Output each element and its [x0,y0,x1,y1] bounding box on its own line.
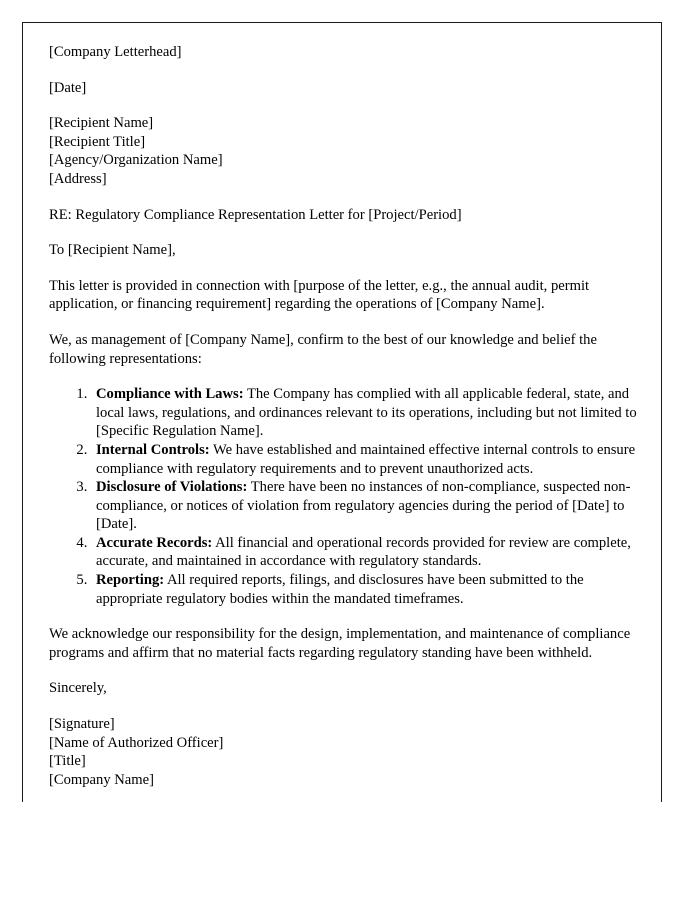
representation-text: We have established and maintained effective internal controls to ensure compliance with regulatory requirements and to prevent unauthorized acts. [96,441,636,477]
company-letterhead: [Company Letterhead] [49,44,182,60]
closing-paragraph: We acknowledge our responsibility for the design, implementation, and maintenance of compliance programs and affirm that no material facts regarding regulatory standing have been withheld. [49,626,631,661]
lead-in-paragraph: We, as management of [Company Name], confirm to the best of our knowledge and belief the following representations: [49,331,597,367]
representation-item [91,385,647,441]
representation-label: Compliance with Laws: [96,386,244,403]
representation-label: Accurate Records: [96,534,213,551]
salutation: To [Recipient Name], [49,242,176,259]
signature-block [49,715,647,789]
representation-text: All required reports, filings, and disclosures have been submitted to the appropriate regulatory bodies within the mandated timeframes. [96,572,584,607]
intro-paragraph: This letter is provided in connection with [purpose of the letter, e.g., the annual audit, permit application, or financing requirement] regarding the operations of [Company Name]. [49,277,590,313]
representation-label: Disclosure of Violations: [96,479,248,496]
letter-date: [Date] [49,79,87,96]
recipient-title: [Recipient Title] [49,133,146,150]
officer-name: [Name of Authorized Officer] [49,734,224,751]
representation-item [91,441,647,478]
recipient-name: [Recipient Name] [49,115,154,132]
valediction: Sincerely, [49,680,107,697]
recipient-address: [Address] [49,170,107,187]
signature-placeholder: [Signature] [49,716,115,733]
document-sheet [22,22,662,802]
subject-line: RE: Regulatory Compliance Representation Letter for [Project/Period] [49,206,462,223]
representation-label: Reporting: [96,572,165,589]
representation-item [91,534,647,571]
recipient-organization: [Agency/Organization Name] [49,152,223,169]
representation-text: All financial and operational records provided for review are complete, accurate, and maintained in accordance with regulatory standards. [96,534,631,570]
representation-text: There have been no instances of non-compliance, suspected non-compliance, or notices of violation from regulatory agencies during the period of [Date] to [Date]. [96,479,631,533]
recipient-address-block [49,114,647,188]
representation-item [91,478,647,534]
company-name: [Company Name] [49,771,154,788]
representation-label: Internal Controls: [96,441,210,458]
representation-text: The Company has complied with all applicable federal, state, and local laws, regulations, and ordinances relevant to its operations, including but not limited to [Specific Regulation Name]. [96,386,637,440]
officer-title: [Title] [49,753,86,770]
representation-item [91,571,647,608]
letter-body [49,43,647,789]
representations-list [49,385,647,608]
